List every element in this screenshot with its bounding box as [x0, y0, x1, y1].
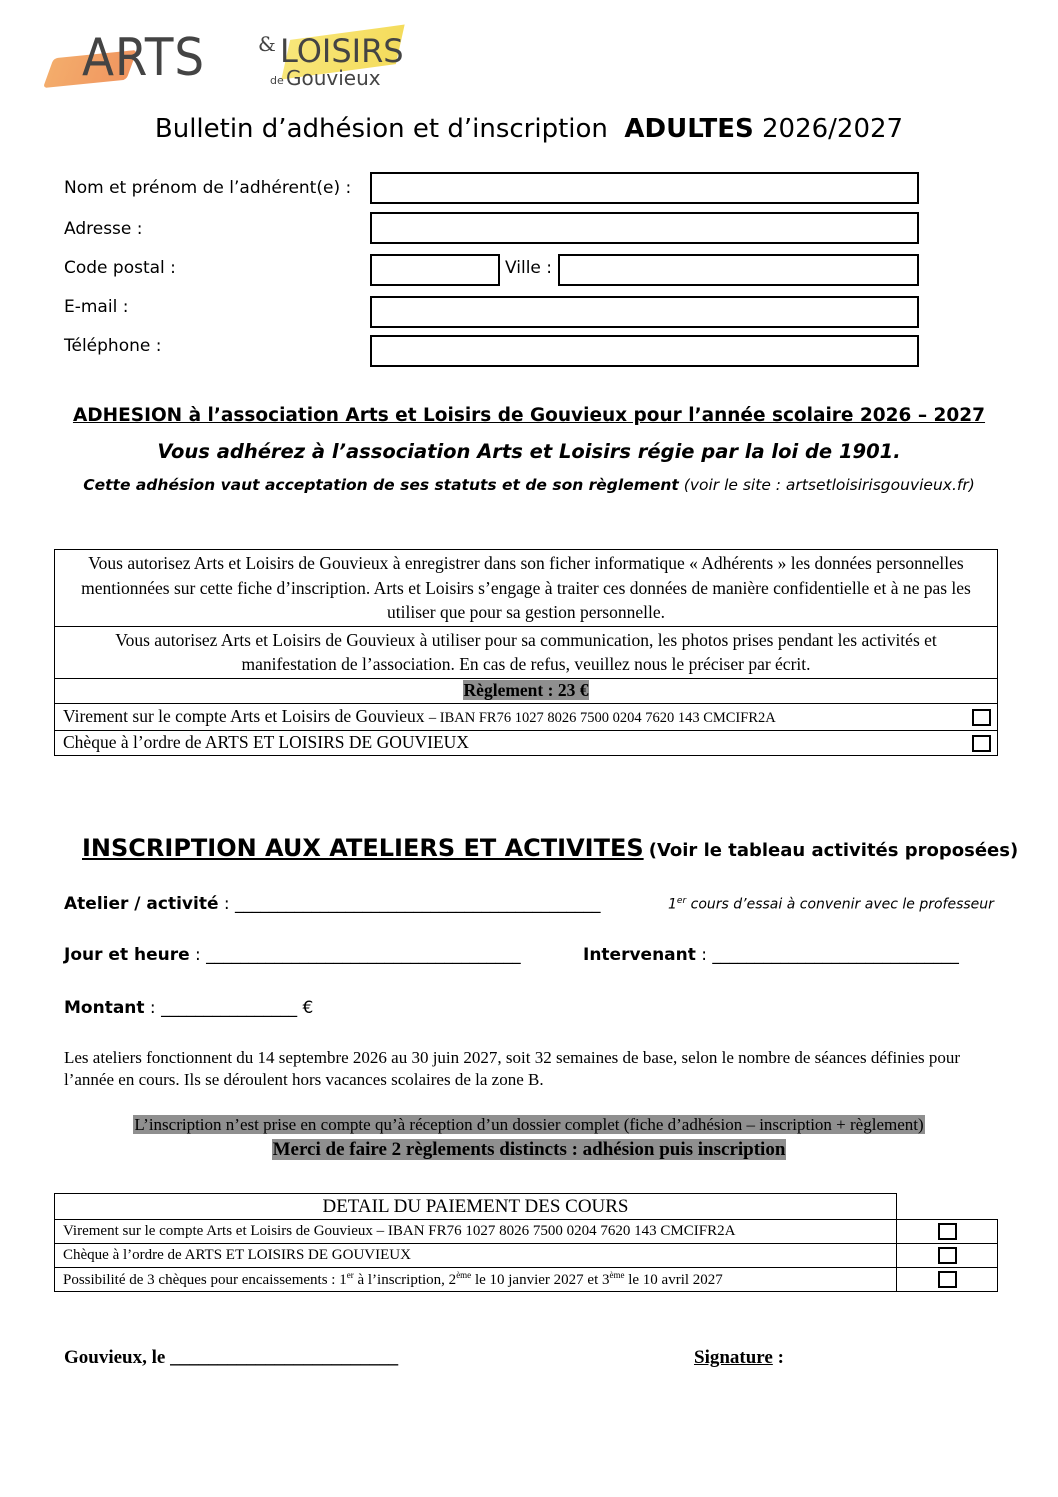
ville-field[interactable] — [558, 254, 919, 286]
row3-sup1: er — [346, 1270, 354, 1280]
table-row — [55, 730, 998, 755]
signature-label: Signature — [694, 1347, 773, 1368]
payment-cheque-checkbox[interactable] — [938, 1247, 957, 1264]
gouvieux-date-line[interactable]: Gouvieux, le ________________________ — [64, 1347, 399, 1368]
payment-header-spacer — [897, 1194, 998, 1220]
notice2: Merci de faire 2 règlements distincts : adhésion puis inscription — [272, 1139, 786, 1160]
inscription-heading-note: (Voir le tableau activités proposées) — [648, 840, 1019, 861]
montant-line — [64, 998, 313, 1018]
payment-header: DETAIL DU PAIEMENT DES COURS — [55, 1194, 897, 1220]
cheque-checkbox-cell — [959, 730, 998, 755]
intervenant-label: Intervenant — [583, 945, 696, 965]
jour-label: Jour et heure — [64, 945, 190, 965]
atelier-field[interactable]: : ___________________________________________ — [218, 894, 601, 914]
payment-virement-checkbox-cell — [897, 1220, 998, 1244]
title-bold: ADULTES — [624, 114, 754, 144]
notice2-line — [0, 1139, 1058, 1161]
payment-3cheques — [55, 1268, 897, 1292]
telephone-field[interactable] — [370, 335, 919, 367]
title-year: 2026/2027 — [762, 114, 904, 144]
intervenant-field[interactable]: : _____________________________ — [695, 945, 959, 965]
payment-virement-checkbox[interactable] — [938, 1223, 957, 1240]
adhesion-subheading: Vous adhérez à l’association Arts et Loisirs régie par la loi de 1901. — [157, 440, 901, 463]
table-row — [55, 626, 998, 678]
logo-ampersand: & — [258, 32, 276, 56]
virement-label: Virement sur le compte Arts et Loisirs de Gouvieux — [63, 706, 425, 726]
essai-sup: er — [676, 896, 687, 906]
notice1-line — [0, 1115, 1058, 1135]
row3-sup2: ème — [456, 1270, 472, 1280]
cheque-checkbox[interactable] — [972, 735, 991, 752]
virement-checkbox-cell — [959, 703, 998, 730]
montant-field[interactable]: : ________________ € — [144, 998, 314, 1018]
table-row — [55, 1244, 998, 1268]
adresse-field[interactable] — [370, 212, 919, 244]
consent-data-text: Vous autorisez Arts et Loisirs de Gouvieux à enregistrer dans son ficher informatique « Adhérents » les données personnelles mentionnées sur cette fiche d’inscription. Arts et Loisirs s’engage à traiter ces données de manière confidentielle et à ne pas les utiliser que pour sa gestion personnelle. — [55, 550, 998, 627]
acceptance-bold: Cette adhésion vaut acceptation de ses statuts et de son règlement — [83, 476, 679, 494]
signature-line — [694, 1347, 784, 1369]
jour-field[interactable]: : _____________________________________ — [189, 945, 521, 965]
atelier-line — [64, 894, 601, 914]
adresse-label: Adresse : — [64, 219, 143, 239]
signature-colon: : — [772, 1347, 784, 1368]
email-label: E-mail : — [64, 297, 129, 317]
essai-note — [668, 896, 994, 913]
row3-c: le 10 janvier 2027 et 3 — [471, 1272, 610, 1288]
table-row — [55, 1268, 998, 1292]
logo-de: de — [270, 74, 284, 87]
virement-cell — [55, 703, 960, 730]
intervenant-line — [583, 945, 959, 965]
page-title — [0, 114, 1058, 144]
payment-cheque-checkbox-cell — [897, 1244, 998, 1268]
nom-label: Nom et prénom de l’adhérent(e) : — [64, 178, 352, 198]
essai-text: cours d’essai à convenir avec le professeur — [686, 896, 994, 913]
consent-photo-text: Vous autorisez Arts et Loisirs de Gouvieux à utiliser pour sa communication, les photos prises pendant les activités et manifestation de l’association. En cas de refus, veuillez nous le préciser par écrit. — [55, 626, 998, 678]
row3-b: à l’inscription, 2 — [353, 1272, 457, 1288]
ville-label: Ville : — [505, 258, 553, 278]
acceptance-note: (voir le site : artsetloisirisgouvieux.fr) — [683, 476, 975, 494]
payment-3cheques-checkbox-cell — [897, 1268, 998, 1292]
cheque-label: Chèque à l’ordre de ARTS ET LOISIRS DE GOUVIEUX — [55, 730, 960, 755]
nom-field[interactable] — [370, 172, 919, 204]
row3-d: le 10 avril 2027 — [624, 1272, 723, 1288]
row3-a: Possibilité de 3 chèques pour encaissements : 1 — [63, 1272, 347, 1288]
payment-table — [54, 1193, 998, 1292]
atelier-label: Atelier / activité — [64, 894, 219, 914]
email-field[interactable] — [370, 296, 919, 328]
reglement-label: Règlement : 23 € — [463, 680, 589, 700]
title-main: Bulletin d’adhésion et d’inscription — [154, 114, 608, 144]
montant-label: Montant — [64, 998, 145, 1018]
row3-sup3: ème — [609, 1270, 625, 1280]
logo-loisirs: LOISIRS — [280, 32, 404, 70]
table-row — [55, 1220, 998, 1244]
jour-line — [64, 945, 521, 965]
table-row — [55, 678, 998, 703]
inscription-heading-line — [82, 834, 1018, 862]
adhesion-acceptance — [0, 476, 1058, 494]
table-row — [55, 550, 998, 627]
logo-arts: ARTS — [82, 28, 206, 88]
adhesion-heading: ADHESION à l’association Arts et Loisirs de Gouvieux pour l’année scolaire 2026 – 2027 — [72, 405, 986, 426]
payment-3cheques-checkbox[interactable] — [938, 1271, 957, 1288]
virement-iban: – IBAN FR76 1027 8026 7500 0204 7620 143 CMCIFR2A — [428, 710, 776, 726]
table-row — [55, 1194, 998, 1220]
code-postal-label: Code postal : — [64, 258, 176, 278]
table-row — [55, 703, 998, 730]
essai-pre: 1 — [668, 896, 677, 913]
telephone-label: Téléphone : — [64, 336, 162, 356]
payment-virement: Virement sur le compte Arts et Loisirs de Gouvieux – IBAN FR76 1027 8026 7500 0204 7620 143 CMCIFR2A — [55, 1220, 897, 1244]
payment-cheque: Chèque à l’ordre de ARTS ET LOISIRS DE GOUVIEUX — [55, 1244, 897, 1268]
logo — [48, 28, 404, 98]
reglement-cell — [55, 678, 998, 703]
inscription-heading: INSCRIPTION AUX ATELIERS ET ACTIVITES — [82, 834, 644, 862]
ateliers-info: Les ateliers fonctionnent du 14 septembre 2026 au 30 juin 2027, soit 32 semaines de base, selon le nombre de séances définies pour l’année en cours. Ils se déroulent hors vacances scolaires de la zone B. — [64, 1048, 961, 1089]
logo-gouvieux: Gouvieux — [286, 66, 381, 90]
code-postal-field[interactable] — [370, 254, 500, 286]
consent-table — [54, 549, 998, 756]
notice1: L’inscription n’est prise en compte qu’à réception d’un dossier complet (fiche d’adhésion – inscription + règlement) — [134, 1115, 924, 1134]
virement-checkbox[interactable] — [972, 709, 991, 726]
